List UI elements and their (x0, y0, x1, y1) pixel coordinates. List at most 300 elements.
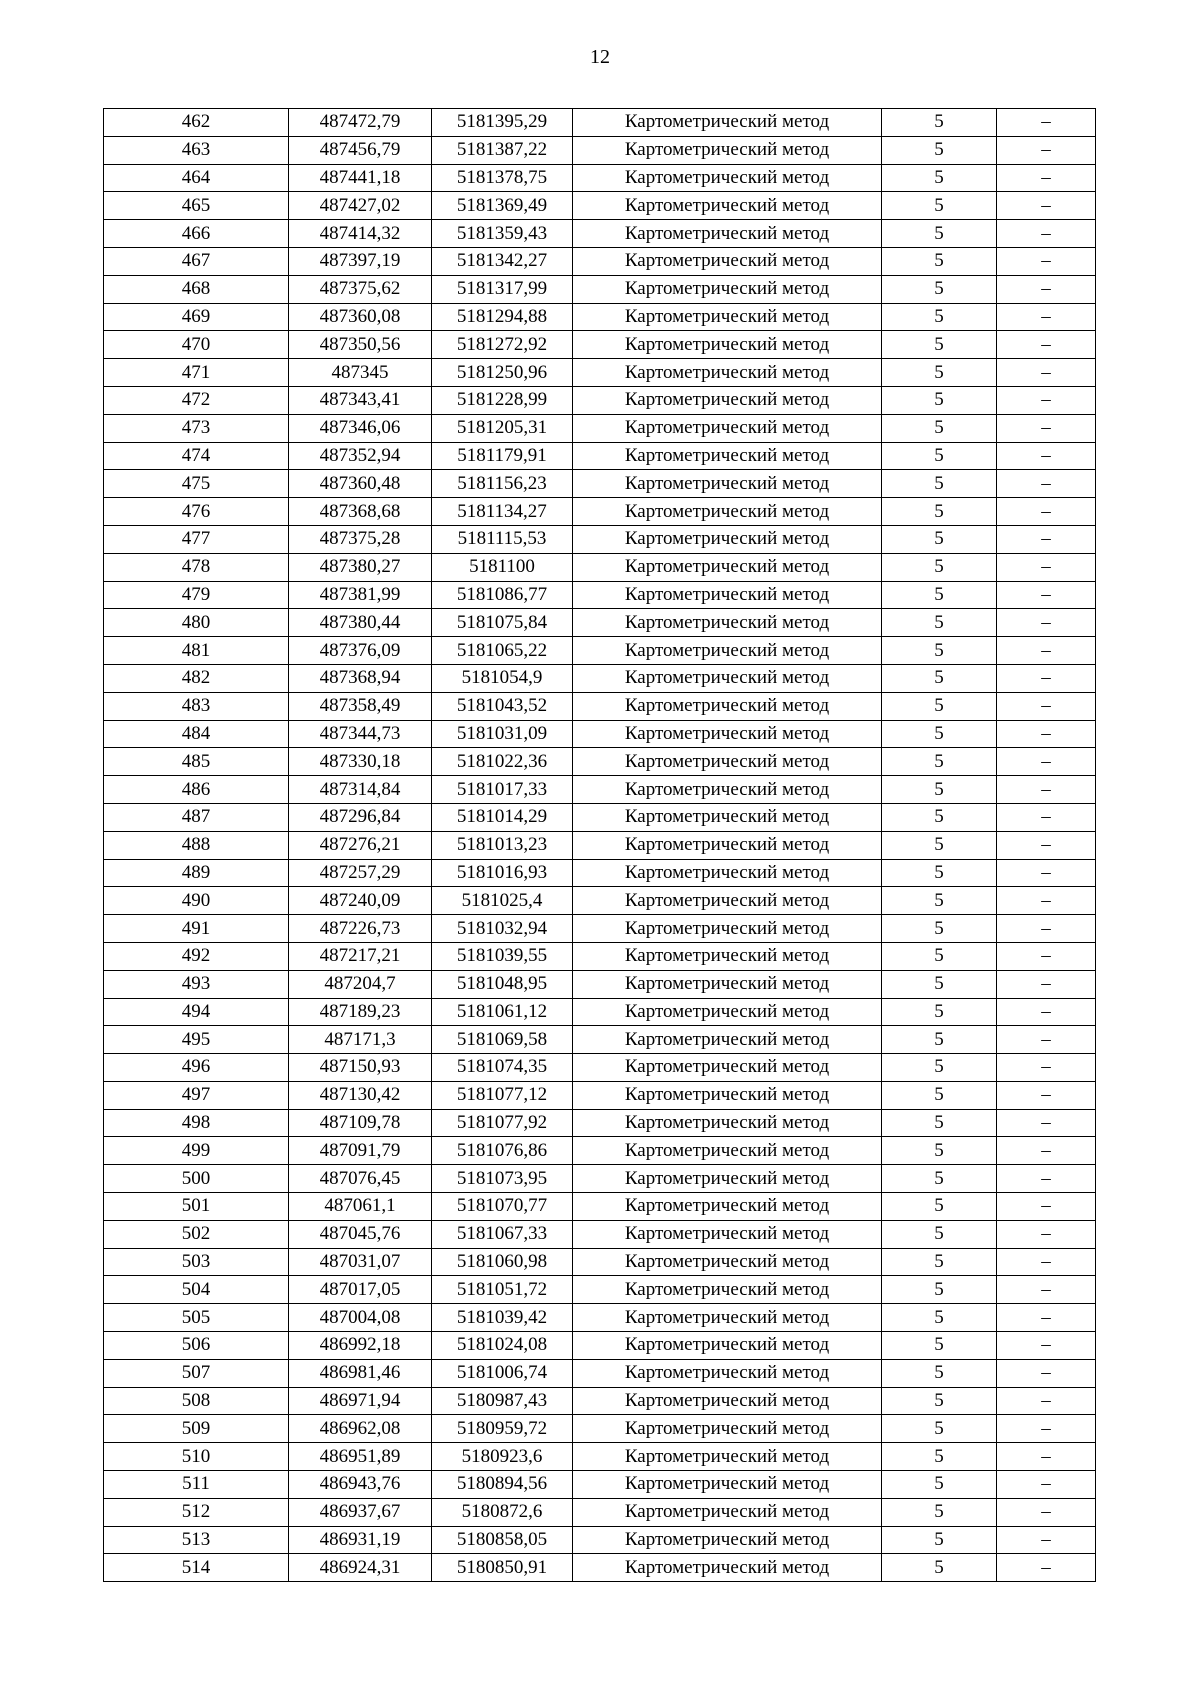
table-row (104, 1332, 1096, 1360)
method-cell: Картометрический метод (573, 442, 882, 470)
table-row (104, 664, 1096, 692)
method-cell: Картометрический метод (573, 1332, 882, 1360)
precision-cell: 5 (882, 442, 997, 470)
table-row (104, 1054, 1096, 1082)
point-number-cell: 506 (104, 1332, 289, 1360)
point-number-cell: 463 (104, 136, 289, 164)
description-cell: – (997, 1332, 1096, 1360)
precision-cell: 5 (882, 1554, 997, 1582)
table-row (104, 998, 1096, 1026)
method-cell: Картометрический метод (573, 1526, 882, 1554)
method-cell: Картометрический метод (573, 303, 882, 331)
description-cell: – (997, 498, 1096, 526)
table-row (104, 637, 1096, 665)
y-coordinate-cell: 5181006,74 (432, 1359, 573, 1387)
precision-cell: 5 (882, 1054, 997, 1082)
method-cell: Картометрический метод (573, 1359, 882, 1387)
table-row (104, 1109, 1096, 1137)
x-coordinate-cell: 486931,19 (289, 1526, 432, 1554)
table-row (104, 1220, 1096, 1248)
description-cell: – (997, 386, 1096, 414)
x-coordinate-cell: 486943,76 (289, 1471, 432, 1499)
table-row (104, 1443, 1096, 1471)
precision-cell: 5 (882, 1137, 997, 1165)
method-cell: Картометрический метод (573, 1387, 882, 1415)
table-body (104, 109, 1096, 1582)
x-coordinate-cell: 487381,99 (289, 581, 432, 609)
y-coordinate-cell: 5181073,95 (432, 1165, 573, 1193)
point-number-cell: 468 (104, 275, 289, 303)
x-coordinate-cell: 486971,94 (289, 1387, 432, 1415)
x-coordinate-cell: 487045,76 (289, 1220, 432, 1248)
description-cell: – (997, 1137, 1096, 1165)
precision-cell: 5 (882, 1387, 997, 1415)
point-number-cell: 475 (104, 470, 289, 498)
y-coordinate-cell: 5181025,4 (432, 887, 573, 915)
table-row (104, 1165, 1096, 1193)
y-coordinate-cell: 5181032,94 (432, 915, 573, 943)
y-coordinate-cell: 5181156,23 (432, 470, 573, 498)
x-coordinate-cell: 487004,08 (289, 1304, 432, 1332)
x-coordinate-cell: 487257,29 (289, 859, 432, 887)
method-cell: Картометрический метод (573, 581, 882, 609)
method-cell: Картометрический метод (573, 1248, 882, 1276)
method-cell: Картометрический метод (573, 220, 882, 248)
y-coordinate-cell: 5181077,12 (432, 1081, 573, 1109)
precision-cell: 5 (882, 1359, 997, 1387)
point-number-cell: 491 (104, 915, 289, 943)
point-number-cell: 484 (104, 720, 289, 748)
method-cell: Картометрический метод (573, 1081, 882, 1109)
table-row (104, 470, 1096, 498)
table-row (104, 1276, 1096, 1304)
method-cell: Картометрический метод (573, 1137, 882, 1165)
point-number-cell: 511 (104, 1471, 289, 1499)
method-cell: Картометрический метод (573, 915, 882, 943)
method-cell: Картометрический метод (573, 1276, 882, 1304)
coordinates-table (103, 108, 1096, 1582)
table-row (104, 1081, 1096, 1109)
method-cell: Картометрический метод (573, 109, 882, 137)
method-cell: Картометрический метод (573, 1054, 882, 1082)
y-coordinate-cell: 5181051,72 (432, 1276, 573, 1304)
description-cell: – (997, 303, 1096, 331)
table-row (104, 609, 1096, 637)
precision-cell: 5 (882, 192, 997, 220)
method-cell: Картометрический метод (573, 637, 882, 665)
method-cell: Картометрический метод (573, 1498, 882, 1526)
y-coordinate-cell: 5181014,29 (432, 803, 573, 831)
x-coordinate-cell: 487368,94 (289, 664, 432, 692)
method-cell: Картометрический метод (573, 1109, 882, 1137)
description-cell: – (997, 998, 1096, 1026)
table-row (104, 192, 1096, 220)
y-coordinate-cell: 5181086,77 (432, 581, 573, 609)
x-coordinate-cell: 487397,19 (289, 247, 432, 275)
table-row (104, 359, 1096, 387)
description-cell: – (997, 1276, 1096, 1304)
precision-cell: 5 (882, 109, 997, 137)
point-number-cell: 470 (104, 331, 289, 359)
x-coordinate-cell: 487360,08 (289, 303, 432, 331)
description-cell: – (997, 275, 1096, 303)
table-row (104, 553, 1096, 581)
y-coordinate-cell: 5181387,22 (432, 136, 573, 164)
x-coordinate-cell: 487204,7 (289, 970, 432, 998)
description-cell: – (997, 470, 1096, 498)
point-number-cell: 499 (104, 1137, 289, 1165)
precision-cell: 5 (882, 998, 997, 1026)
point-number-cell: 493 (104, 970, 289, 998)
description-cell: – (997, 414, 1096, 442)
method-cell: Картометрический метод (573, 831, 882, 859)
precision-cell: 5 (882, 1165, 997, 1193)
method-cell: Картометрический метод (573, 664, 882, 692)
description-cell: – (997, 1165, 1096, 1193)
point-number-cell: 479 (104, 581, 289, 609)
precision-cell: 5 (882, 748, 997, 776)
point-number-cell: 483 (104, 692, 289, 720)
precision-cell: 5 (882, 553, 997, 581)
point-number-cell: 487 (104, 803, 289, 831)
description-cell: – (997, 525, 1096, 553)
y-coordinate-cell: 5181060,98 (432, 1248, 573, 1276)
y-coordinate-cell: 5181294,88 (432, 303, 573, 331)
description-cell: – (997, 1387, 1096, 1415)
description-cell: – (997, 1526, 1096, 1554)
method-cell: Картометрический метод (573, 359, 882, 387)
description-cell: – (997, 136, 1096, 164)
x-coordinate-cell: 487296,84 (289, 803, 432, 831)
x-coordinate-cell: 487189,23 (289, 998, 432, 1026)
method-cell: Картометрический метод (573, 414, 882, 442)
precision-cell: 5 (882, 803, 997, 831)
x-coordinate-cell: 487375,28 (289, 525, 432, 553)
method-cell: Картометрический метод (573, 887, 882, 915)
y-coordinate-cell: 5181205,31 (432, 414, 573, 442)
point-number-cell: 505 (104, 1304, 289, 1332)
precision-cell: 5 (882, 859, 997, 887)
description-cell: – (997, 164, 1096, 192)
description-cell: – (997, 109, 1096, 137)
point-number-cell: 465 (104, 192, 289, 220)
precision-cell: 5 (882, 887, 997, 915)
point-number-cell: 494 (104, 998, 289, 1026)
method-cell: Картометрический метод (573, 1443, 882, 1471)
x-coordinate-cell: 487344,73 (289, 720, 432, 748)
point-number-cell: 469 (104, 303, 289, 331)
y-coordinate-cell: 5181043,52 (432, 692, 573, 720)
description-cell: – (997, 1443, 1096, 1471)
y-coordinate-cell: 5181250,96 (432, 359, 573, 387)
x-coordinate-cell: 487427,02 (289, 192, 432, 220)
point-number-cell: 509 (104, 1415, 289, 1443)
x-coordinate-cell: 487368,68 (289, 498, 432, 526)
precision-cell: 5 (882, 1526, 997, 1554)
method-cell: Картометрический метод (573, 748, 882, 776)
precision-cell: 5 (882, 664, 997, 692)
point-number-cell: 496 (104, 1054, 289, 1082)
x-coordinate-cell: 486992,18 (289, 1332, 432, 1360)
x-coordinate-cell: 486962,08 (289, 1415, 432, 1443)
point-number-cell: 490 (104, 887, 289, 915)
precision-cell: 5 (882, 1304, 997, 1332)
y-coordinate-cell: 5181369,49 (432, 192, 573, 220)
table-row (104, 803, 1096, 831)
y-coordinate-cell: 5181395,29 (432, 109, 573, 137)
method-cell: Картометрический метод (573, 859, 882, 887)
table-row (104, 970, 1096, 998)
description-cell: – (997, 1471, 1096, 1499)
precision-cell: 5 (882, 1193, 997, 1221)
method-cell: Картометрический метод (573, 1304, 882, 1332)
description-cell: – (997, 609, 1096, 637)
point-number-cell: 467 (104, 247, 289, 275)
method-cell: Картометрический метод (573, 1554, 882, 1582)
y-coordinate-cell: 5180923,6 (432, 1443, 573, 1471)
x-coordinate-cell: 487031,07 (289, 1248, 432, 1276)
y-coordinate-cell: 5181048,95 (432, 970, 573, 998)
x-coordinate-cell: 487358,49 (289, 692, 432, 720)
precision-cell: 5 (882, 1498, 997, 1526)
table-row (104, 859, 1096, 887)
page-number: 12 (590, 46, 610, 68)
table-row (104, 331, 1096, 359)
x-coordinate-cell: 487171,3 (289, 1026, 432, 1054)
description-cell: – (997, 1498, 1096, 1526)
point-number-cell: 501 (104, 1193, 289, 1221)
method-cell: Картометрический метод (573, 720, 882, 748)
point-number-cell: 497 (104, 1081, 289, 1109)
table-row (104, 1387, 1096, 1415)
y-coordinate-cell: 5180850,91 (432, 1554, 573, 1582)
point-number-cell: 477 (104, 525, 289, 553)
table-row (104, 748, 1096, 776)
x-coordinate-cell: 487150,93 (289, 1054, 432, 1082)
precision-cell: 5 (882, 831, 997, 859)
x-coordinate-cell: 487414,32 (289, 220, 432, 248)
x-coordinate-cell: 487472,79 (289, 109, 432, 137)
table-row (104, 1554, 1096, 1582)
precision-cell: 5 (882, 220, 997, 248)
description-cell: – (997, 1220, 1096, 1248)
precision-cell: 5 (882, 275, 997, 303)
precision-cell: 5 (882, 525, 997, 553)
x-coordinate-cell: 487456,79 (289, 136, 432, 164)
point-number-cell: 473 (104, 414, 289, 442)
x-coordinate-cell: 487240,09 (289, 887, 432, 915)
description-cell: – (997, 831, 1096, 859)
y-coordinate-cell: 5181342,27 (432, 247, 573, 275)
table-row (104, 220, 1096, 248)
y-coordinate-cell: 5181017,33 (432, 776, 573, 804)
description-cell: – (997, 1054, 1096, 1082)
y-coordinate-cell: 5181039,55 (432, 942, 573, 970)
description-cell: – (997, 692, 1096, 720)
point-number-cell: 492 (104, 942, 289, 970)
y-coordinate-cell: 5181134,27 (432, 498, 573, 526)
table-row (104, 136, 1096, 164)
point-number-cell: 474 (104, 442, 289, 470)
x-coordinate-cell: 487061,1 (289, 1193, 432, 1221)
method-cell: Картометрический метод (573, 498, 882, 526)
description-cell: – (997, 1081, 1096, 1109)
method-cell: Картометрический метод (573, 1165, 882, 1193)
table-row (104, 109, 1096, 137)
description-cell: – (997, 859, 1096, 887)
precision-cell: 5 (882, 470, 997, 498)
point-number-cell: 514 (104, 1554, 289, 1582)
x-coordinate-cell: 487017,05 (289, 1276, 432, 1304)
y-coordinate-cell: 5181272,92 (432, 331, 573, 359)
table-row (104, 692, 1096, 720)
description-cell: – (997, 247, 1096, 275)
method-cell: Картометрический метод (573, 136, 882, 164)
method-cell: Картометрический метод (573, 803, 882, 831)
point-number-cell: 478 (104, 553, 289, 581)
precision-cell: 5 (882, 1081, 997, 1109)
x-coordinate-cell: 487076,45 (289, 1165, 432, 1193)
y-coordinate-cell: 5181074,35 (432, 1054, 573, 1082)
description-cell: – (997, 1109, 1096, 1137)
point-number-cell: 481 (104, 637, 289, 665)
y-coordinate-cell: 5181179,91 (432, 442, 573, 470)
description-cell: – (997, 1359, 1096, 1387)
y-coordinate-cell: 5181070,77 (432, 1193, 573, 1221)
description-cell: – (997, 720, 1096, 748)
description-cell: – (997, 1026, 1096, 1054)
description-cell: – (997, 970, 1096, 998)
method-cell: Картометрический метод (573, 1415, 882, 1443)
description-cell: – (997, 1193, 1096, 1221)
precision-cell: 5 (882, 1471, 997, 1499)
precision-cell: 5 (882, 1109, 997, 1137)
table-row (104, 776, 1096, 804)
method-cell: Картометрический метод (573, 1471, 882, 1499)
description-cell: – (997, 748, 1096, 776)
point-number-cell: 500 (104, 1165, 289, 1193)
description-cell: – (997, 915, 1096, 943)
method-cell: Картометрический метод (573, 386, 882, 414)
x-coordinate-cell: 487375,62 (289, 275, 432, 303)
y-coordinate-cell: 5181317,99 (432, 275, 573, 303)
method-cell: Картометрический метод (573, 1026, 882, 1054)
point-number-cell: 512 (104, 1498, 289, 1526)
table-row (104, 247, 1096, 275)
table-row (104, 887, 1096, 915)
y-coordinate-cell: 5180959,72 (432, 1415, 573, 1443)
point-number-cell: 502 (104, 1220, 289, 1248)
x-coordinate-cell: 486937,67 (289, 1498, 432, 1526)
table-row (104, 1304, 1096, 1332)
table-row (104, 386, 1096, 414)
description-cell: – (997, 942, 1096, 970)
precision-cell: 5 (882, 1332, 997, 1360)
description-cell: – (997, 1554, 1096, 1582)
precision-cell: 5 (882, 1443, 997, 1471)
point-number-cell: 485 (104, 748, 289, 776)
y-coordinate-cell: 5181076,86 (432, 1137, 573, 1165)
table-row (104, 1471, 1096, 1499)
table-row (104, 1498, 1096, 1526)
method-cell: Картометрический метод (573, 164, 882, 192)
y-coordinate-cell: 5181067,33 (432, 1220, 573, 1248)
description-cell: – (997, 664, 1096, 692)
y-coordinate-cell: 5181013,23 (432, 831, 573, 859)
y-coordinate-cell: 5180872,6 (432, 1498, 573, 1526)
y-coordinate-cell: 5181075,84 (432, 609, 573, 637)
x-coordinate-cell: 487109,78 (289, 1109, 432, 1137)
y-coordinate-cell: 5181031,09 (432, 720, 573, 748)
table-row (104, 720, 1096, 748)
table-row (104, 164, 1096, 192)
point-number-cell: 488 (104, 831, 289, 859)
method-cell: Картометрический метод (573, 609, 882, 637)
x-coordinate-cell: 486924,31 (289, 1554, 432, 1582)
method-cell: Картометрический метод (573, 247, 882, 275)
precision-cell: 5 (882, 776, 997, 804)
y-coordinate-cell: 5181039,42 (432, 1304, 573, 1332)
point-number-cell: 507 (104, 1359, 289, 1387)
y-coordinate-cell: 5180894,56 (432, 1471, 573, 1499)
point-number-cell: 508 (104, 1387, 289, 1415)
x-coordinate-cell: 487314,84 (289, 776, 432, 804)
method-cell: Картометрический метод (573, 776, 882, 804)
point-number-cell: 489 (104, 859, 289, 887)
x-coordinate-cell: 487330,18 (289, 748, 432, 776)
point-number-cell: 472 (104, 386, 289, 414)
precision-cell: 5 (882, 942, 997, 970)
x-coordinate-cell: 487091,79 (289, 1137, 432, 1165)
y-coordinate-cell: 5181022,36 (432, 748, 573, 776)
point-number-cell: 462 (104, 109, 289, 137)
description-cell: – (997, 220, 1096, 248)
x-coordinate-cell: 487346,06 (289, 414, 432, 442)
table-row (104, 1359, 1096, 1387)
precision-cell: 5 (882, 414, 997, 442)
y-coordinate-cell: 5181077,92 (432, 1109, 573, 1137)
precision-cell: 5 (882, 498, 997, 526)
description-cell: – (997, 359, 1096, 387)
table-row (104, 942, 1096, 970)
method-cell: Картометрический метод (573, 998, 882, 1026)
description-cell: – (997, 776, 1096, 804)
precision-cell: 5 (882, 720, 997, 748)
y-coordinate-cell: 5181228,99 (432, 386, 573, 414)
point-number-cell: 513 (104, 1526, 289, 1554)
method-cell: Картометрический метод (573, 192, 882, 220)
precision-cell: 5 (882, 581, 997, 609)
x-coordinate-cell: 486981,46 (289, 1359, 432, 1387)
y-coordinate-cell: 5180987,43 (432, 1387, 573, 1415)
x-coordinate-cell: 487376,09 (289, 637, 432, 665)
point-number-cell: 471 (104, 359, 289, 387)
precision-cell: 5 (882, 303, 997, 331)
precision-cell: 5 (882, 1248, 997, 1276)
x-coordinate-cell: 487343,41 (289, 386, 432, 414)
point-number-cell: 486 (104, 776, 289, 804)
description-cell: – (997, 442, 1096, 470)
x-coordinate-cell: 486951,89 (289, 1443, 432, 1471)
x-coordinate-cell: 487226,73 (289, 915, 432, 943)
description-cell: – (997, 192, 1096, 220)
precision-cell: 5 (882, 136, 997, 164)
table-row (104, 275, 1096, 303)
table-row (104, 498, 1096, 526)
x-coordinate-cell: 487350,56 (289, 331, 432, 359)
precision-cell: 5 (882, 386, 997, 414)
x-coordinate-cell: 487352,94 (289, 442, 432, 470)
